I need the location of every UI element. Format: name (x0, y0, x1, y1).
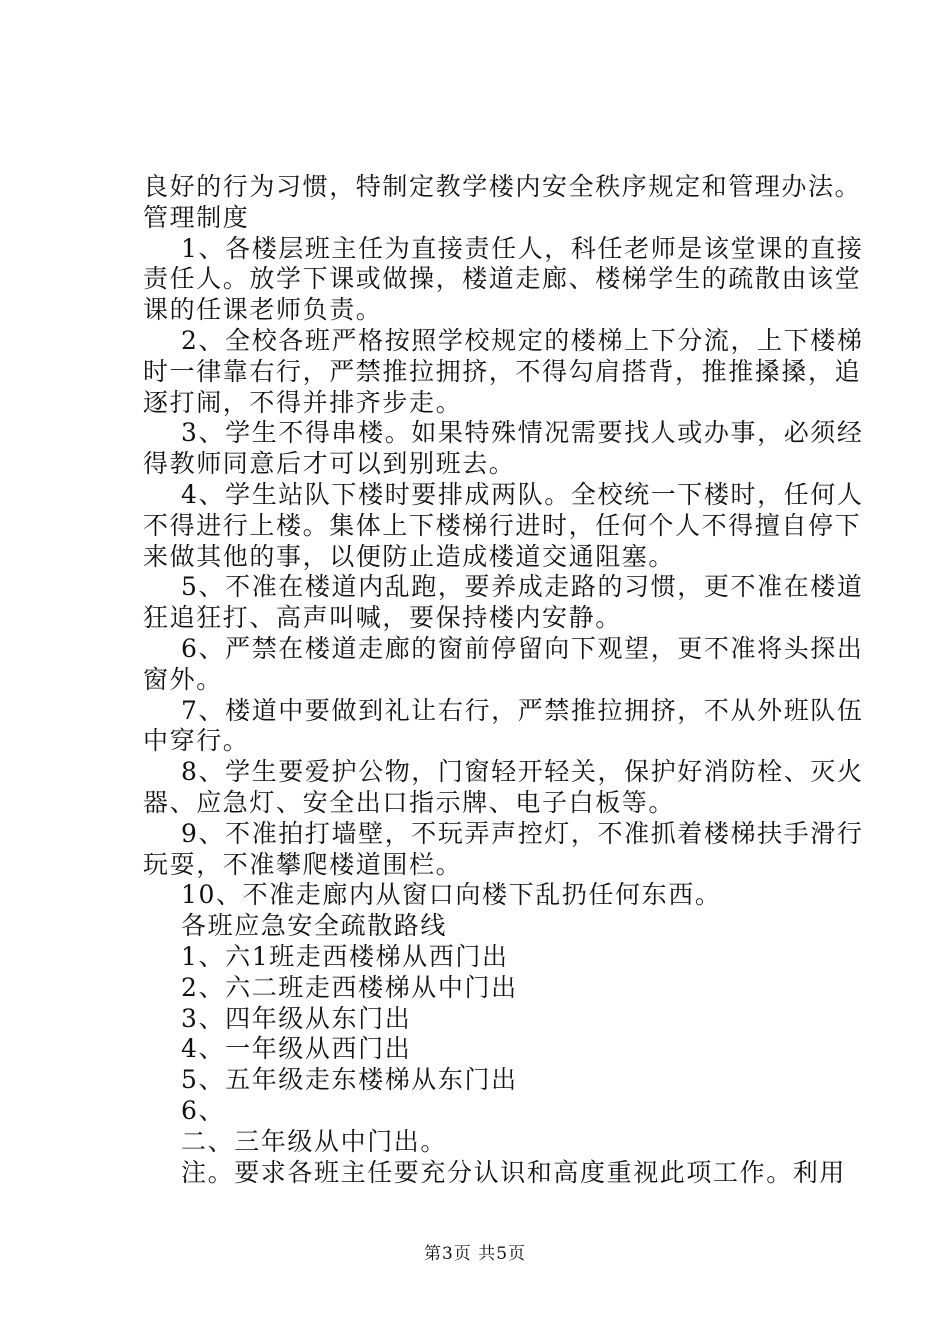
document-body (143, 172, 864, 1188)
rule-item: 5、不准在楼道内乱跑，要养成走路的习惯，更不准在楼道 (181, 572, 864, 602)
text-line: 时一律靠右行，严禁推拉拥挤，不得勾肩搭背，推推搡搡，追 (143, 356, 862, 386)
section-heading: 各班应急安全疏散路线 (181, 911, 448, 941)
text-line: 中穿行。 (143, 726, 250, 756)
route-item: 1、六1班走西楼梯从西门出 (181, 941, 509, 971)
route-item: 6、 (181, 1095, 226, 1125)
rule-item: 3、学生不得串楼。如果特殊情况需要找人或办事，必须经 (181, 418, 864, 448)
note-line: 注。要求各班主任要充分认识和高度重视此项工作。利用 (181, 1157, 847, 1187)
rule-item: 9、不准拍打墙壁，不玩弄声控灯，不准抓着楼梯扶手滑行 (181, 818, 864, 848)
text-line: 逐打闹，不得并排齐步走。 (143, 387, 463, 417)
text-line: 窗外。 (143, 664, 223, 694)
text-line: 器、应急灯、安全出口指示牌、电子白板等。 (143, 787, 676, 817)
text-line: 玩耍，不准攀爬楼道围栏。 (143, 849, 463, 879)
rule-item: 8、学生要爱护公物，门窗轻开轻关，保护好消防栓、灭火 (181, 757, 864, 787)
rule-item: 1、各楼层班主任为直接责任人，科任老师是该堂课的直接 (181, 233, 864, 263)
text-line: 狂追狂打、高声叫喊，要保持楼内安静。 (143, 603, 622, 633)
text-line: 不得进行上楼。集体上下楼梯行进时，任何个人不得擅自停下 (143, 510, 862, 540)
rule-item: 2、全校各班严格按照学校规定的楼梯上下分流，上下楼梯 (181, 325, 864, 355)
rule-item: 6、严禁在楼道走廊的窗前停留向下观望，更不准将头探出 (181, 633, 864, 663)
text-line: 来做其他的事，以便防止造成楼道交通阻塞。 (143, 541, 676, 571)
text-line: 良好的行为习惯，特制定教学楼内安全秩序规定和管理办法。 (143, 172, 862, 201)
text-line: 课的任课老师负责。 (143, 295, 383, 325)
section-heading: 管理制度 (143, 202, 250, 232)
route-item: 5、五年级走东楼梯从东门出 (181, 1065, 518, 1095)
route-item: 二、三年级从中门出。 (181, 1126, 448, 1156)
text-line: 得教师同意后才可以到别班去。 (143, 449, 516, 479)
rule-item: 10、不准走廊内从窗口向楼下乱扔任何东西。 (181, 880, 722, 910)
route-item: 3、四年级从东门出 (181, 1003, 412, 1033)
rule-item: 4、学生站队下楼时要排成两队。全校统一下楼时，任何人 (181, 479, 864, 509)
rule-item: 7、楼道中要做到礼让右行，严禁推拉拥挤，不从外班队伍 (181, 695, 864, 725)
route-item: 2、六二班走西楼梯从中门出 (181, 972, 518, 1002)
text-line: 责任人。放学下课或做操，楼道走廊、楼梯学生的疏散由该堂 (143, 264, 862, 294)
route-item: 4、一年级从西门出 (181, 1034, 412, 1064)
page-footer: 第3页 共5页 (423, 1244, 527, 1264)
